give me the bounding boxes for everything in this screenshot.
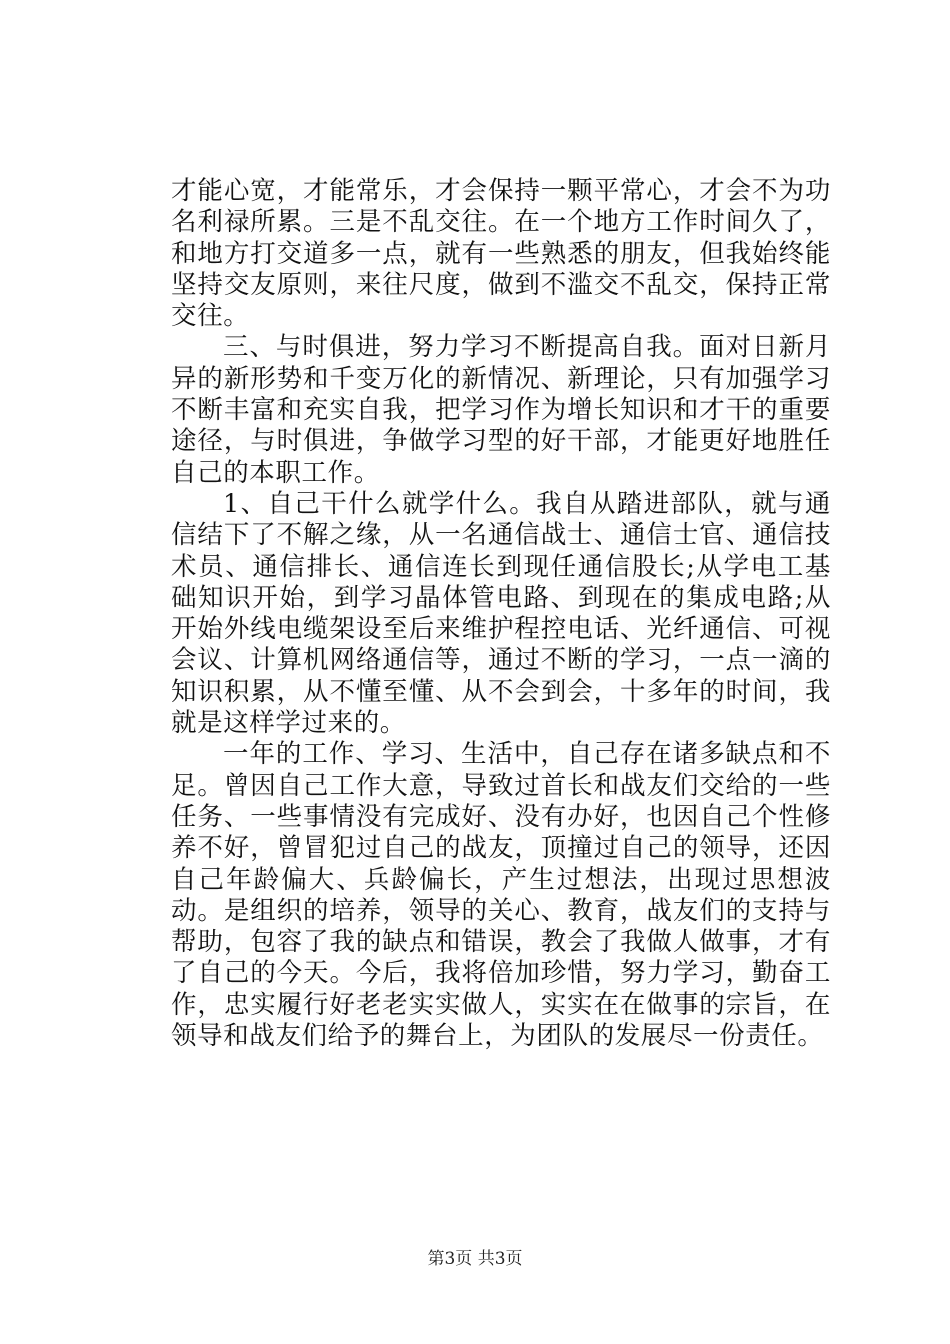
paragraph-2: 三、与时俱进，努力学习不断提高自我。面对日新月异的新形势和千变万化的新情况、新理论，只有加强学习不断丰富和充实自我，把学习作为增长知识和才干的重要途径，与时俱进，争做学习型的好干部，才能更好地胜任自己的本职工作。	[171, 332, 831, 488]
paragraph-1: 才能心宽，才能常乐，才会保持一颗平常心，才会不为功名利禄所累。三是不乱交往。在一个地方工作时间久了，和地方打交道多一点，就有一些熟悉的朋友，但我始终能坚持交友原则，来往尺度，做到不滥交不乱交，保持正常交往。	[171, 176, 831, 332]
paragraph-3: 1、自己干什么就学什么。我自从踏进部队，就与通信结下了不解之缘，从一名通信战士、通信士官、通信技术员、通信排长、通信连长到现任通信股长;从学电工基础知识开始，到学习晶体管电路、到现在的集成电路;从开始外线电缆架设至后来维护程控电话、光纤通信、可视会议、计算机网络通信等，通过不断的学习，一点一滴的知识积累，从不懂至懂、从不会到会，十多年的时间，我就是这样学过来的。	[171, 488, 831, 739]
paragraph-4: 一年的工作、学习、生活中，自己存在诸多缺点和不足。曾因自己工作大意，导致过首长和战友们交给的一些任务、一些事情没有完成好、没有办好，也因自己个性修养不好，曾冒犯过自己的战友，顶撞过自己的领导，还因自己年龄偏大、兵龄偏长，产生过想法，出现过思想波动。是组织的培养，领导的关心、教育，战友们的支持与帮助，包容了我的缺点和错误，教会了我做人做事，才有了自己的今天。今后，我将倍加珍惜，努力学习，勤奋工作，忠实履行好老老实实做人，实实在在做事的宗旨，在领导和战友们给予的舞台上，为团队的发展尽一份责任。	[171, 739, 831, 1052]
page-number-footer: 第3页 共3页	[427, 1249, 523, 1269]
document-body	[171, 176, 831, 1052]
